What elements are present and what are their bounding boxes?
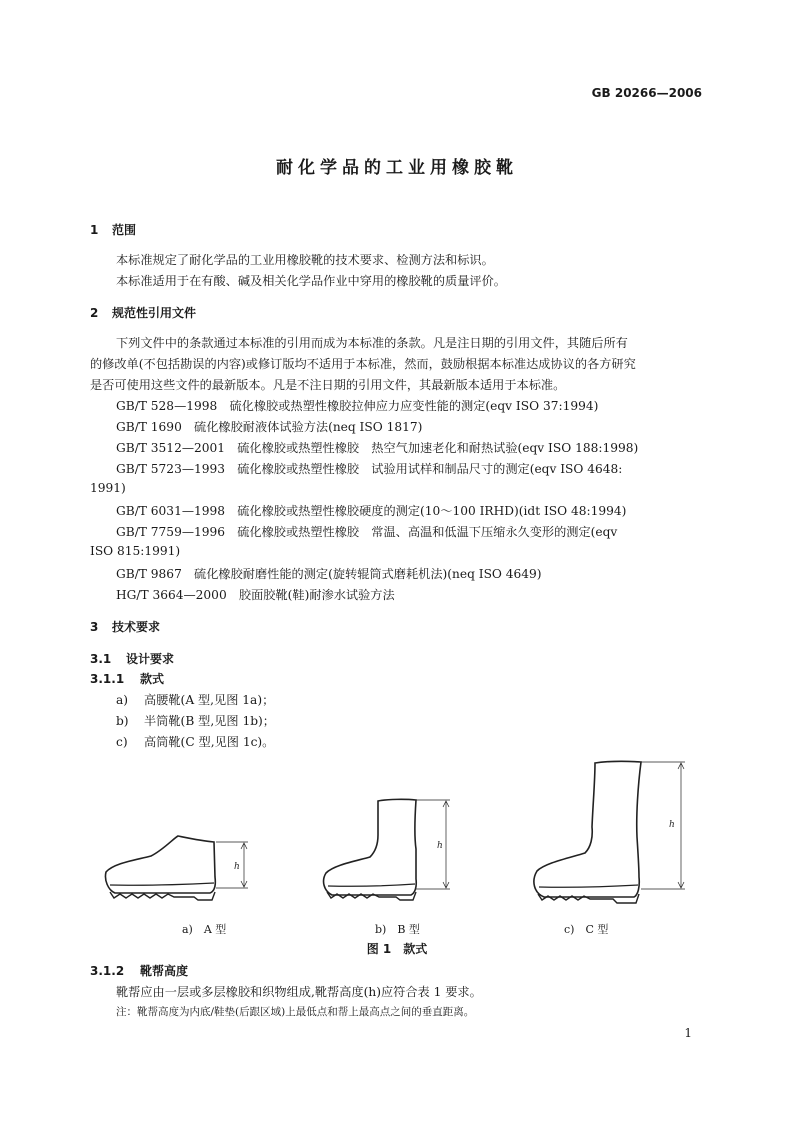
- dimension-h-label: h: [669, 820, 675, 830]
- reference-item: GB/T 528—1998 硫化橡胶或热塑性橡胶拉伸应力应变性能的测定(eqv ISO 37:1994): [116, 399, 599, 413]
- section-title: 设计要求: [126, 652, 175, 666]
- subsection-3-1-heading: [90, 650, 174, 667]
- paragraph: 本标准适用于在有酸、碱及相关化学品作业中穿用的橡胶靴的质量评价。: [116, 274, 506, 288]
- list-item: [116, 691, 274, 708]
- section-number: 3.1.1: [90, 672, 125, 686]
- list-marker: c): [116, 735, 128, 749]
- reference-item: GB/T 3512—2001 硫化橡胶或热塑性橡胶 热空气加速老化和耐热试验(eqv ISO 188:1998): [116, 441, 639, 455]
- reference-item: HG/T 3664—2000 胶面胶靴(鞋)耐渗水试验方法: [116, 588, 395, 602]
- page-title: 耐化学品的工业用橡胶靴: [276, 158, 518, 178]
- boot-type-b-drawing: [318, 795, 458, 903]
- figure-label-b: b) B 型: [375, 923, 420, 936]
- subsection-3-1-2-heading: [90, 962, 188, 979]
- section-3-heading: [90, 618, 160, 635]
- section-2-heading: [90, 304, 196, 321]
- paragraph-line: 是否可使用这些文件的最新版本。凡是不注日期的引用文件，其最新版本适用于本标准。: [90, 378, 566, 392]
- reference-item: GB/T 7759—1996 硫化橡胶或热塑性橡胶 常温、高温和低温下压缩永久变形的测定(eqv: [116, 525, 618, 539]
- figure-caption: 图 1 款式: [366, 942, 428, 956]
- list-marker: b): [116, 714, 129, 728]
- list-text: 半筒靴(B 型,见图 1b)；: [144, 714, 275, 728]
- section-title: 技术要求: [112, 620, 161, 634]
- list-marker: a): [116, 693, 129, 707]
- section-title: 规范性引用文件: [112, 306, 197, 320]
- list-item: [116, 712, 275, 729]
- standard-number: GB 20266—2006: [591, 86, 702, 100]
- paragraph: 本标准规定了耐化学品的工业用橡胶靴的技术要求、检测方法和标识。: [116, 253, 494, 267]
- section-number: 3.1: [90, 652, 112, 666]
- subsection-3-1-1-heading: [90, 670, 164, 687]
- figure-label-a: a) A 型: [182, 923, 227, 936]
- page-number: 1: [684, 1026, 692, 1040]
- paragraph-line: 的修改单(不包括勘误的内容)或修订版均不适用于本标准，然而，鼓励根据本标准达成协议的各方研究: [90, 357, 636, 371]
- section-number: 3.1.2: [90, 964, 125, 978]
- section-number: 1: [90, 223, 99, 237]
- reference-item: GB/T 5723—1993 硫化橡胶或热塑性橡胶 试验用试样和制品尺寸的测定(eqv ISO 4648:: [116, 462, 623, 476]
- reference-item-continued: ISO 815:1991): [90, 544, 181, 558]
- section-title: 靴帮高度: [140, 964, 189, 978]
- boot-type-c-drawing: [525, 757, 695, 907]
- figure-label-c: c) C 型: [564, 923, 609, 936]
- note: 注：靴帮高度为内底/鞋垫(后跟区域)上最低点和帮上最高点之间的垂直距离。: [116, 1006, 475, 1018]
- dimension-h-label: h: [234, 862, 240, 872]
- list-text: 高筒靴(C 型,见图 1c)。: [144, 735, 275, 749]
- paragraph: 靴帮应由一层或多层橡胶和织物组成,靴帮高度(h)应符合表 1 要求。: [116, 985, 482, 999]
- boot-type-a-drawing: [96, 830, 256, 904]
- section-1-heading: [90, 221, 136, 238]
- list-text: 高腰靴(A 型,见图 1a)；: [144, 693, 275, 707]
- section-title: 款式: [140, 672, 165, 686]
- reference-item: GB/T 1690 硫化橡胶耐液体试验方法(neq ISO 1817): [116, 420, 423, 434]
- section-number: 3: [90, 620, 99, 634]
- reference-item: GB/T 6031—1998 硫化橡胶或热塑性橡胶硬度的测定(10～100 IRHD)(idt ISO 48:1994): [116, 504, 627, 518]
- dimension-h-label: h: [437, 841, 443, 851]
- section-title: 范围: [112, 223, 137, 237]
- reference-item: GB/T 9867 硫化橡胶耐磨性能的测定(旋转辊筒式磨耗机法)(neq ISO 4649): [116, 567, 542, 581]
- reference-item-continued: 1991): [90, 481, 126, 495]
- list-item: [116, 733, 274, 750]
- section-number: 2: [90, 306, 99, 320]
- paragraph-line: 下列文件中的条款通过本标准的引用而成为本标准的条款。凡是注日期的引用文件，其随后所有: [116, 336, 628, 350]
